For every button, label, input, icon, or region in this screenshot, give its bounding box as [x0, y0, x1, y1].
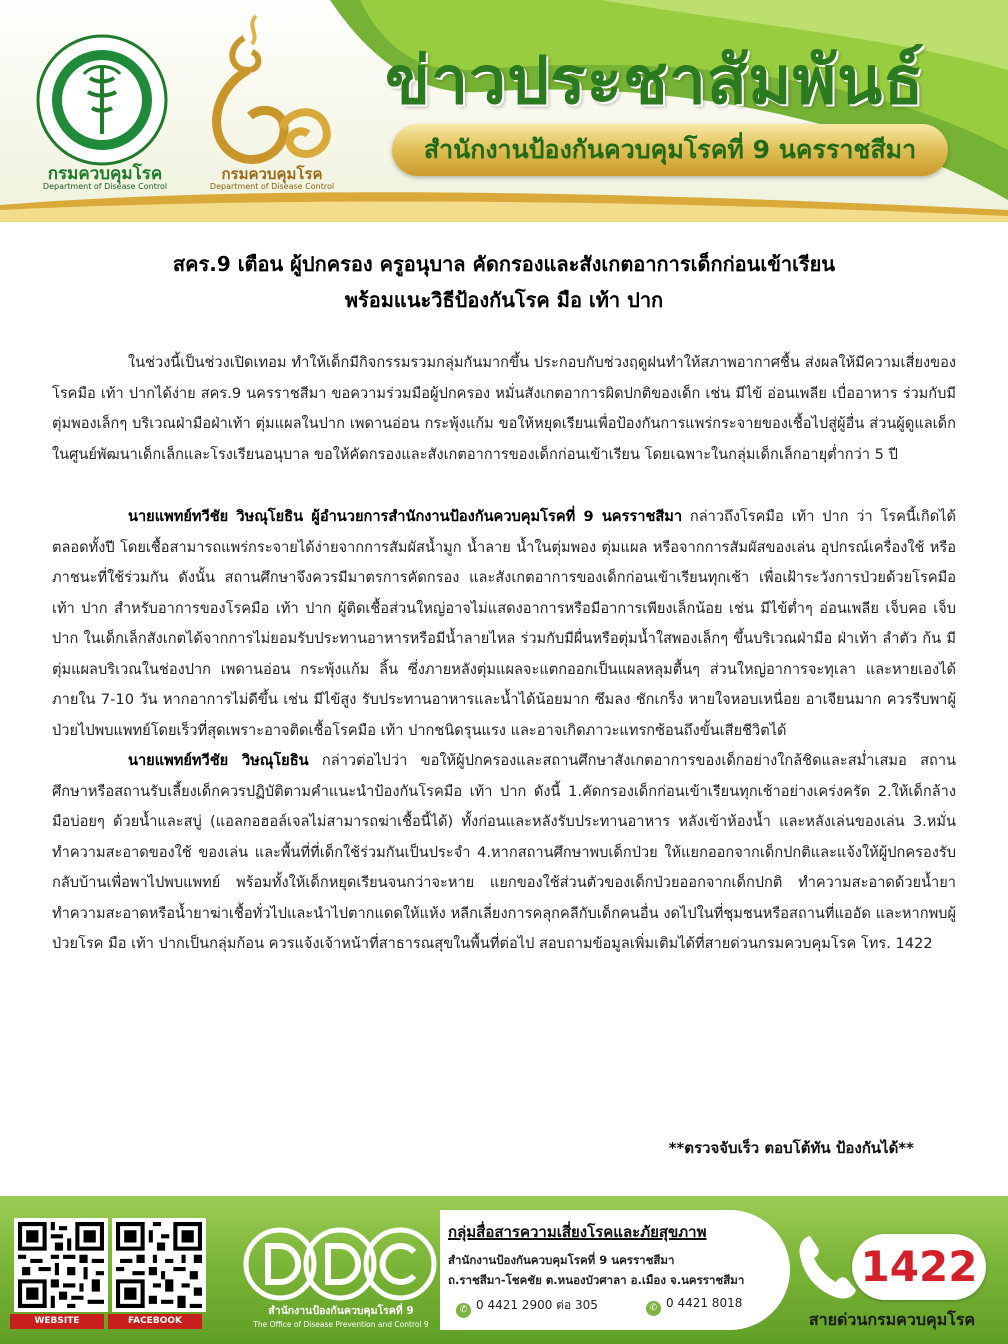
paragraph-3-body: กล่าวต่อไปว่า ขอให้ผู้ปกครองและสถานศึกษาสังเกตอาการของเด็กอย่างใกล้ชิดและสม่ำเสมอ สถานศึกษาหรือสถานรับเลี้ยงเด็กควรปฏิบัติตามคำแนะนำป้องกันโรคมือ เท้า ปาก ดังนี้ 1.คัดกรองเด็กก่อนเข้าเรียนทุกเช้าอย่างเคร่งครัด 2.ให้เด็กล้างมือบ่อยๆ ด้วยน้ำและสบู่ (แอลกอฮอล์เจลไม่สามารถฆ่าเชื้อนี้ได้) ทั้งก่อนและหลังรับประทานอาหาร หลังเข้าห้องน้ำ และหลังเล่นของเล่น 3.หมั่นทำความสะอาดของใช้ ของเล่น และพื้นที่ที่เด็กใช้ร่วมกันเป็นประจำ 4.หากสถานศึกษาพบเด็กป่วย ให้แยกออกจากเด็กปกติและแจ้งให้ผู้ปกครองรับกลับบ้านเพื่อพาไปพบแพทย์ พร้อมทั้งให้เด็กหยุดเรียนจนกว่าจะหาย แยกของใช้ส่วนตัวของเด็กป่วยออกจากเด็กปกติ ทำความสะอาดด้วยน้ำยาทำความสะอาดหรือน้ำยาฆ่าเชื้อทั่วไปและนำไปตากแดดให้แห้ง หลีกเลี่ยงการคลุกคลีกับเด็กคนอื่น งดไปในที่ชุมชนหรือสถานที่แออัด และหากพบผู้ป่วยโรค มือ เท้า ปากเป็นกลุ่มก้อน ควรแจ้งเจ้าหน้าที่สาธารณสุขในพื้นที่ต่อไป สอบถามข้อมูลเพิ่มเติมได้ที่สายด่วนกรมควบคุมโรค โทร. 1422 — [52, 752, 956, 952]
header-banner — [0, 0, 1008, 222]
paragraph-2-lead: นายแพทย์ทวีชัย วิษณุโยธิน ผู้อำนวยการสำนักงานป้องกันควบคุมโรคที่ 9 นครราชสีมา — [128, 508, 683, 525]
ddc-office-name-en: The Office of Disease Prevention and Control 9 — [253, 1320, 429, 1329]
hotline-badge[interactable] — [852, 1234, 986, 1300]
slogan: **ตรวจจับเร็ว ตอบโต้ทัน ป้องกันได้** — [668, 1139, 914, 1157]
footer — [0, 1196, 1008, 1344]
hotline-number: 1422 — [860, 1242, 978, 1291]
headline-line-1: สคร.9 เตือน ผู้ปกครอง ครูอนุบาล คัดกรองและสังเกตอาการเด็กก่อนเข้าเรียน — [172, 252, 836, 276]
dept-name-th: กรมควบคุมโรค — [47, 164, 163, 184]
paragraph-1: ในช่วงนี้เป็นช่วงเปิดเทอม ทำให้เด็กมีกิจกรรมรวมกลุ่มกันมากขึ้น ประกอบกับช่วงฤดูฝนทำให้สภาพอากาศชื้น ส่งผลให้มีความเสี่ยงของโรคมือ เท้า ปากได้ง่าย สคร.9 นครราชสีมา ขอความร่วมมือผู้ปกครอง หมั่นสังเกตอาการผิดปกติของเด็ก เช่น มีไข้ อ่อนเพลีย เบื่ออาหาร ร่วมกับมีตุ่มพองเล็กๆ บริเวณฝ่ามือฝ่าเท้า ตุ่มแผลในปาก เพดานอ่อน กระพุ้งแก้ม ขอให้หยุดเรียนเพื่อป้องกันการแพร่กระจายของเชื้อไปสู่ผู้อื่น ส่วนผู้ดูแลเด็กในศูนย์พัฒนาเด็กเล็กและโรงเรียนอนุบาล ขอให้คัดกรองและสังเกตอาการของเด็กก่อนเข้าเรียน โดยเฉพาะในกลุ่มเด็กเล็กอายุต่ำกว่า 5 ปี — [52, 354, 956, 463]
ddc-office-name-th: สำนักงานป้องกันควบคุมโรคที่ 9 — [268, 1305, 414, 1317]
paragraph-2-body: กล่าวถึงโรคมือ เท้า ปาก ว่า โรคนี้เกิดได้ตลอดทั้งปี โดยเชื้อสามารถแพร่กระจายได้ง่ายจากการสัมผัสน้ำมูก น้ำลาย น้ำในตุ่มพอง ตุ่มแผล หรือจากการสัมผัสของเล่น อุปกรณ์เครื่องใช้ หรือภาชนะที่ใช้ร่วมกัน ดังนั้น สถานศึกษาจึงควรมีมาตรการคัดกรอง และสังเกตอาการของเด็กก่อนเข้าเรียนทุกเช้า เพื่อเฝ้าระวังการป่วยด้วยโรคมือ เท้า ปาก สำหรับอาการของโรคมือ เท้า ปาก ผู้ติดเชื้อส่วนใหญ่อาจไม่แสดงอาการหรือมีอาการเพียงเล็กน้อย เช่น มีไข้ต่ำๆ อ่อนเพลีย เจ็บคอ เจ็บปาก ในเด็กเล็กสังเกตได้จากการไม่ยอมรับประทานอาหารหรือมีน้ำลายไหล ร่วมกับมีผื่นหรือตุ่มน้ำใสพองเล็กๆ ขึ้นบริเวณฝ่ามือ ฝ่าเท้า ลำตัว ก้น มีตุ่มแผลบริเวณในช่องปาก เพดานอ่อน กระพุ้งแก้ม ลิ้น ซึ่งภายหลังตุ่มแผลจะแตกออกเป็นแผลหลุมตื้นๆ ส่วนใหญ่อาการจะทุเลา และหายเองได้ภายใน 7-10 วัน หากอาการไม่ดีขึ้น เช่น มีไข้สูง รับประทานอาหารและน้ำได้น้อยมาก ซึมลง ชักเกร็ง หายใจหอบเหนื่อย อาเจียนมาก ควรรีบพาผู้ป่วยไปพบแพทย์โดยเร็วที่สุดเพราะอาจติดเชื้อโรคมือ เท้า ปากชนิดรุนแรง และอาจเกิดภาวะแทรกซ้อนถึงขั้นเสียชีวิตได้ — [52, 508, 956, 739]
phone-number-2[interactable] — [646, 1296, 742, 1316]
dept-name-th-anniversary: กรมควบคุมโรค — [221, 165, 323, 183]
dept-name-en-anniversary: Department of Disease Control — [209, 182, 335, 191]
ddc-logo — [240, 1224, 440, 1304]
office-subtitle-banner — [392, 124, 948, 176]
hotline-phone-icon — [794, 1230, 860, 1304]
qr-code-website[interactable] — [14, 1218, 108, 1312]
qr-code-facebook[interactable] — [112, 1218, 206, 1312]
office-subtitle: สำนักงานป้องกันควบคุมโรคที่ 9 นครราชสีมา — [423, 135, 917, 164]
qr-label-facebook: FACEBOOK — [108, 1314, 202, 1329]
hotline-label: สายด่วนกรมควบคุมโรค — [808, 1310, 976, 1329]
article-body — [52, 348, 956, 960]
group-title: กลุ่มสื่อสารความเสี่ยงโรคและภัยสุขภาพ — [448, 1223, 707, 1241]
office-address: ถ.ราชสีมา-โชคชัย ต.หนองบัวศาลา อ.เมือง จ.นครราชสีมา — [448, 1273, 745, 1287]
paragraph-2 — [52, 502, 956, 746]
phone-number-1[interactable] — [456, 1296, 598, 1318]
qr-label-website: WEBSITE — [10, 1314, 104, 1329]
headline-line-2: พร้อมแนะวิธีป้องกันโรค มือ เท้า ปาก — [344, 288, 664, 312]
page-title: ข่าวประชาสัมพันธ์ — [385, 42, 925, 119]
phone-number-2-text: 0 4421 8018 — [666, 1296, 743, 1310]
phone-icon: ✆ — [456, 1303, 471, 1318]
paragraph-3-lead: นายแพทย์ทวีชัย วิษณุโยธิน — [128, 752, 309, 769]
headline — [40, 246, 968, 318]
phone-number-1-text: 0 4421 2900 ต่อ 305 — [476, 1298, 598, 1312]
office-name: สำนักงานป้องกันควบคุมโรคที่ 9 นครราชสีมา — [448, 1253, 675, 1267]
dept-name-en: Department of Disease Control — [42, 182, 168, 191]
paragraph-3 — [52, 746, 956, 960]
phone-icon: ✆ — [646, 1301, 661, 1316]
